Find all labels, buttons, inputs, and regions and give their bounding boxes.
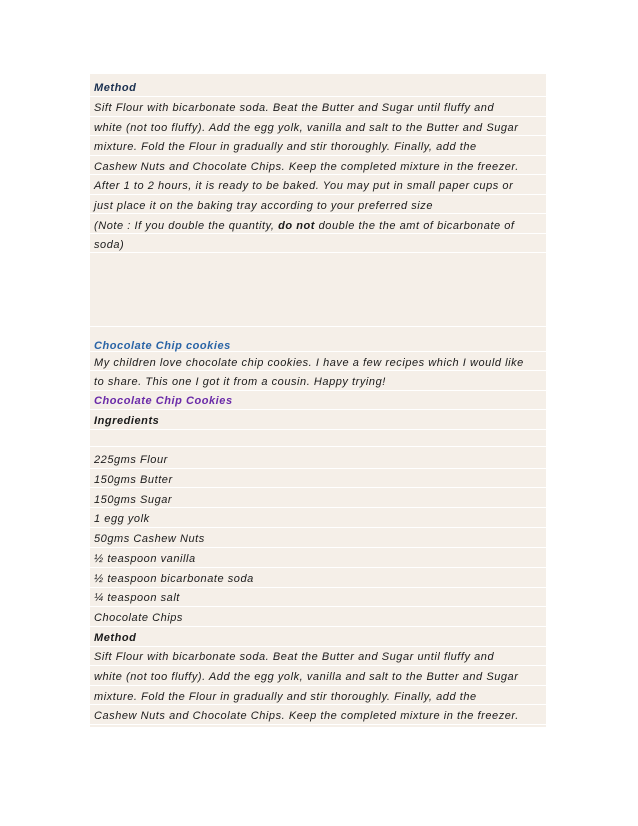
ingredient-item: ¼ teaspoon salt bbox=[94, 592, 180, 604]
method-line: After 1 to 2 hours, it is ready to be baked. You may put in small paper cups or bbox=[94, 180, 514, 192]
ingredients-heading: Ingredients bbox=[94, 415, 160, 427]
method-line: Sift Flour with bicarbonate soda. Beat the Butter and Sugar until fluffy and bbox=[94, 102, 495, 114]
ingredient-item: 150gms Sugar bbox=[94, 494, 173, 506]
ingredient-item: Chocolate Chips bbox=[94, 612, 183, 624]
post-title: Chocolate Chip cookies bbox=[94, 340, 231, 352]
method-line: Sift Flour with bicarbonate soda. Beat the Butter and Sugar until fluffy and bbox=[94, 651, 495, 663]
row-divider bbox=[90, 308, 546, 327]
note-line: soda) bbox=[94, 239, 125, 251]
ingredient-item: 150gms Butter bbox=[94, 474, 173, 486]
ingredient-item: ½ teaspoon vanilla bbox=[94, 553, 196, 565]
row-divider bbox=[90, 628, 546, 647]
note-emphasis: do not bbox=[278, 220, 315, 232]
row-divider bbox=[90, 509, 546, 528]
method-heading: Method bbox=[94, 632, 137, 644]
note-text: (Note : If you double the quantity, bbox=[94, 220, 279, 232]
ingredient-item: ½ teaspoon bicarbonate soda bbox=[94, 573, 254, 585]
method-line: white (not too fluffy). Add the egg yolk, vanilla and salt to the Butter and Sugar bbox=[94, 122, 519, 134]
row-divider bbox=[90, 428, 546, 447]
ingredient-item: 50gms Cashew Nuts bbox=[94, 533, 205, 545]
method-line: Cashew Nuts and Chocolate Chips. Keep the completed mixture in the freezer. bbox=[94, 710, 519, 722]
row-divider bbox=[90, 234, 546, 253]
method-heading: Method bbox=[94, 82, 137, 94]
ingredient-item: 225gms Flour bbox=[94, 454, 168, 466]
intro-line: My children love chocolate chip cookies. I have a few recipes which I would like bbox=[94, 357, 524, 369]
method-line: mixture. Fold the Flour in gradually and stir thoroughly. Finally, add the bbox=[94, 691, 477, 703]
intro-line: to share. This one I got it from a cousin. Happy trying! bbox=[94, 376, 386, 388]
method-line: mixture. Fold the Flour in gradually and stir thoroughly. Finally, add the bbox=[94, 141, 477, 153]
method-line: Cashew Nuts and Chocolate Chips. Keep the completed mixture in the freezer. bbox=[94, 161, 519, 173]
row-divider bbox=[90, 78, 546, 97]
note-text: double the the amt of bicarbonate of bbox=[315, 220, 515, 232]
method-line: white (not too fluffy). Add the egg yolk, vanilla and salt to the Butter and Sugar bbox=[94, 671, 519, 683]
ingredient-item: 1 egg yolk bbox=[94, 513, 150, 525]
recipe-title: Chocolate Chip Cookies bbox=[94, 395, 233, 407]
method-line: just place it on the baking tray according to your preferred size bbox=[94, 200, 434, 212]
note-line bbox=[94, 219, 515, 233]
